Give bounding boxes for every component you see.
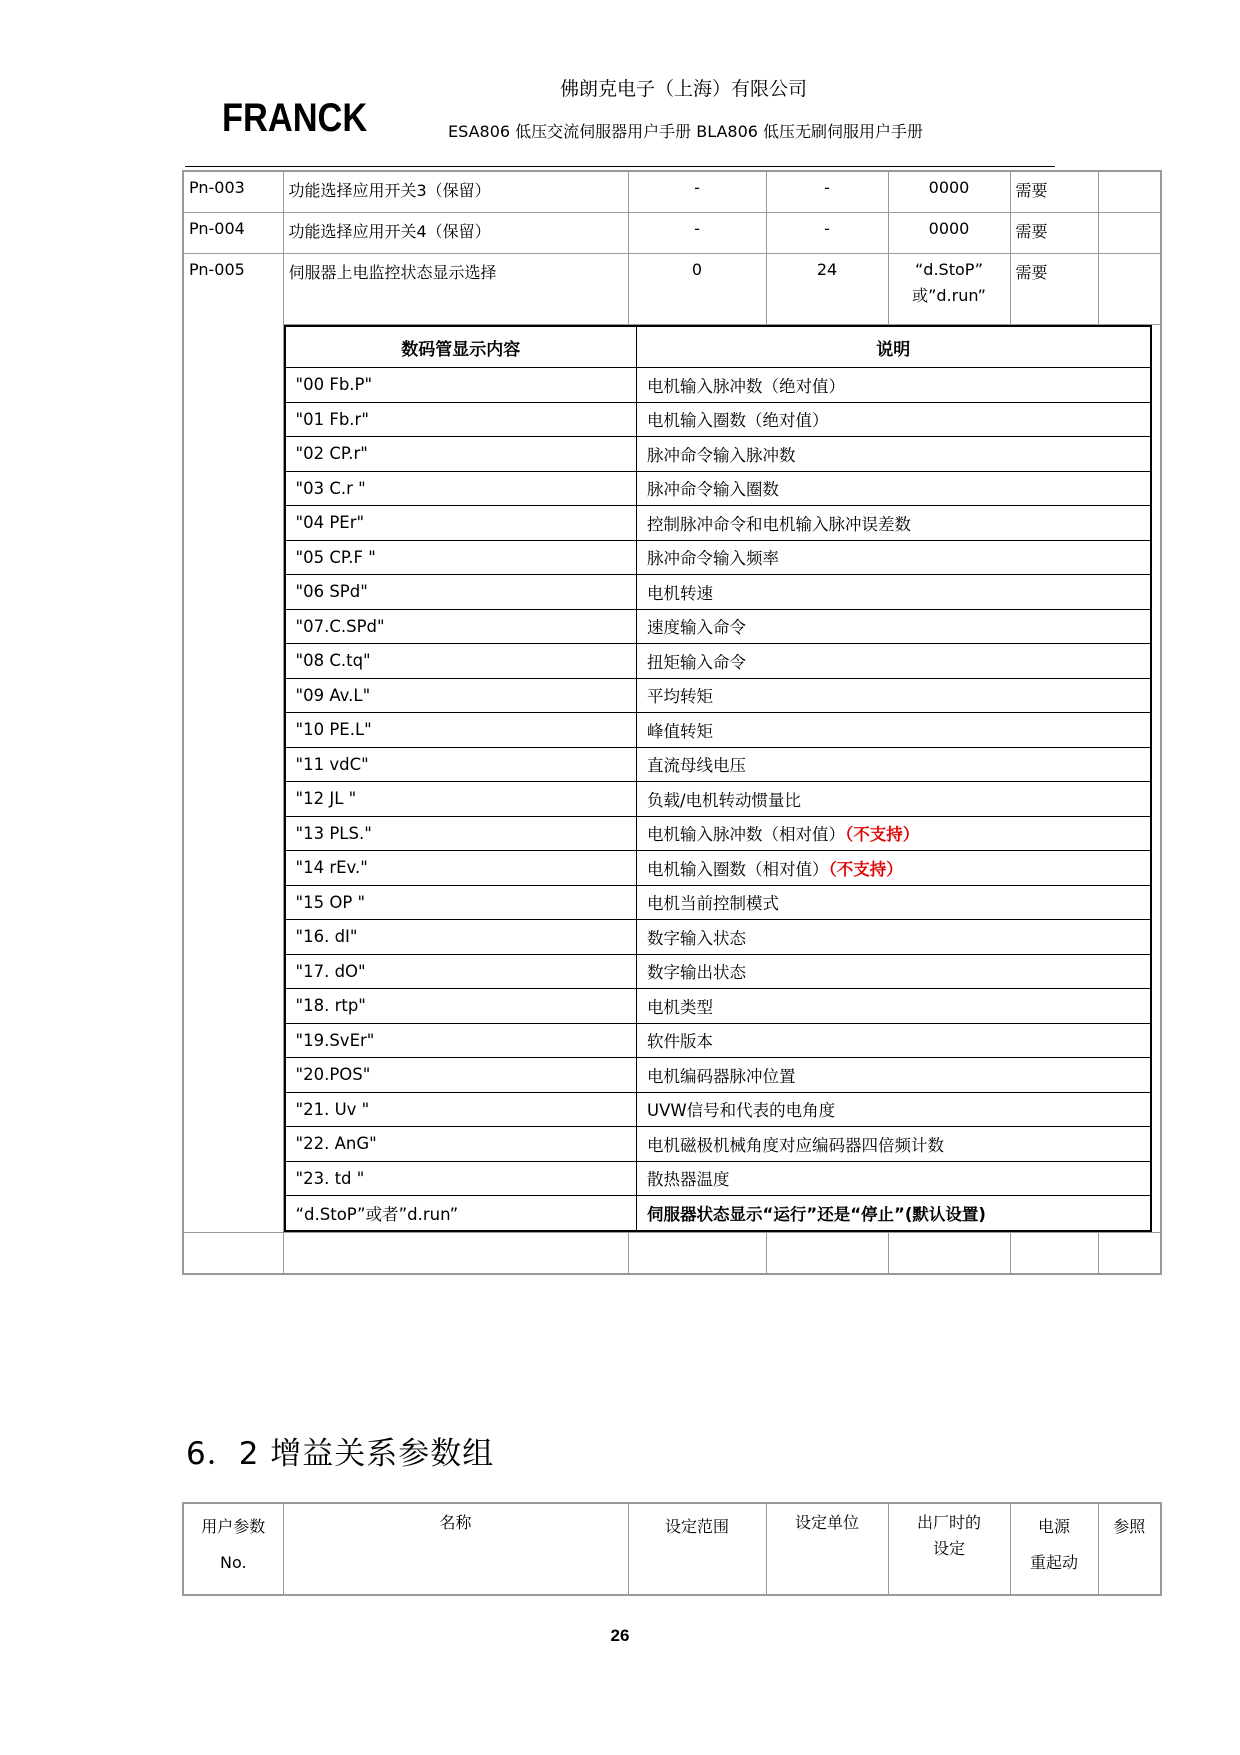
display-row (285, 920, 1151, 955)
display-row (285, 989, 1151, 1024)
param-default-line2: 或”d.run” (912, 286, 986, 305)
param-range: - (628, 171, 766, 213)
display-code: "07.C.SPd" (285, 609, 637, 644)
display-description (637, 713, 1151, 748)
display-description (637, 1058, 1151, 1093)
display-description-text: 电机编码器脉冲位置 (647, 1066, 796, 1086)
display-description-text: 电机输入圈数（相对值） (647, 859, 829, 879)
display-description-text: 控制脉冲命令和电机输入脉冲误差数 (647, 514, 911, 534)
display-description (637, 747, 1151, 782)
header-unit: 设定单位 (766, 1503, 888, 1595)
display-description-text: 脉冲命令输入频率 (647, 549, 779, 569)
display-table-container (283, 325, 1161, 1233)
display-description (637, 609, 1151, 644)
display-description-text: UVW信号和代表的电角度 (647, 1101, 836, 1121)
display-row (285, 575, 1151, 610)
display-description-text: 峰值转矩 (647, 721, 713, 741)
display-description-text: 脉冲命令输入脉冲数 (647, 445, 796, 465)
display-row (285, 644, 1151, 679)
display-description (637, 1127, 1151, 1162)
display-code: "03 C.r " (285, 471, 637, 506)
display-row (285, 471, 1151, 506)
header-restart (1010, 1503, 1098, 1595)
param-row-pn004 (183, 213, 1161, 254)
display-code: "18. rtp" (285, 989, 637, 1024)
display-row (285, 678, 1151, 713)
display-description-text: 伺服器状态显示“运行”还是“停止”(默认设置) (647, 1204, 986, 1224)
param-name: 功能选择应用开关3（保留） (283, 171, 628, 213)
display-description-text: 电机输入脉冲数（相对值） (647, 825, 845, 845)
display-header-code: 数码管显示内容 (285, 326, 637, 368)
display-code: "14 rEv." (285, 851, 637, 886)
display-row (285, 1127, 1151, 1162)
unsupported-note: （不支持） (828, 859, 903, 879)
display-description-text: 散热器温度 (647, 1170, 730, 1190)
display-row (285, 1161, 1151, 1196)
header-param-no-line2: No. (219, 1553, 247, 1572)
display-code: "13 PLS." (285, 816, 637, 851)
display-description (637, 989, 1151, 1024)
display-description (637, 851, 1151, 886)
gain-parameter-table (182, 1502, 1162, 1596)
display-description (637, 575, 1151, 610)
display-content-table (284, 325, 1152, 1232)
param-range-min: 0 (628, 254, 766, 325)
display-description-text: 直流母线电压 (647, 756, 746, 776)
param-restart: 需要 (1010, 254, 1098, 325)
display-code: "19.SvEr" (285, 1023, 637, 1058)
display-description-text: 脉冲命令输入圈数 (647, 480, 779, 500)
header-restart-line2: 重起动 (1029, 1553, 1078, 1572)
display-code: "20.POS" (285, 1058, 637, 1093)
display-code: "23. td " (285, 1161, 637, 1196)
display-row (285, 437, 1151, 472)
display-description (637, 920, 1151, 955)
display-description (637, 506, 1151, 541)
display-row (285, 782, 1151, 817)
param-row-pn005 (183, 254, 1161, 325)
param-unit: - (766, 213, 888, 254)
display-description (637, 782, 1151, 817)
display-code: "15 OP " (285, 885, 637, 920)
param-row-pn003 (183, 171, 1161, 213)
display-row (285, 368, 1151, 403)
display-row (285, 540, 1151, 575)
display-row (285, 885, 1151, 920)
display-code: "02 CP.r" (285, 437, 637, 472)
header-default-line2: 设定 (932, 1539, 965, 1558)
display-description (637, 678, 1151, 713)
display-description (637, 437, 1151, 472)
header-default (888, 1503, 1010, 1595)
header-divider (185, 166, 1055, 167)
display-header-desc: 说明 (637, 326, 1151, 368)
display-row (285, 1196, 1151, 1231)
param-restart: 需要 (1010, 213, 1098, 254)
display-description (637, 816, 1151, 851)
display-row (285, 609, 1151, 644)
display-row (285, 1023, 1151, 1058)
display-code: “d.StoP”或者”d.run” (285, 1196, 637, 1231)
display-code: "17. dO" (285, 954, 637, 989)
header-param-no-line1: 用户参数 (201, 1517, 266, 1536)
display-row (285, 851, 1151, 886)
display-code: "11 vdC" (285, 747, 637, 782)
param-default (888, 254, 1010, 325)
company-logo: FRANCK (222, 96, 368, 140)
param-id: Pn-003 (183, 171, 283, 213)
display-description-text: 软件版本 (647, 1032, 713, 1052)
unsupported-note: （不支持） (845, 825, 920, 845)
param-default: 0000 (888, 171, 1010, 213)
display-description (637, 471, 1151, 506)
display-description-text: 平均转矩 (647, 687, 713, 707)
gain-table-header (183, 1503, 1161, 1595)
display-description (637, 644, 1151, 679)
param-ref (1098, 254, 1161, 325)
section-title: 6．2 增益关系参数组 (186, 1436, 495, 1472)
display-row (285, 816, 1151, 851)
display-description (637, 402, 1151, 437)
display-row (285, 506, 1151, 541)
display-code: "08 C.tq" (285, 644, 637, 679)
param-range: - (628, 213, 766, 254)
display-code: "05 CP.F " (285, 540, 637, 575)
display-description-text: 数字输出状态 (647, 963, 746, 983)
header-ref: 参照 (1098, 1503, 1161, 1595)
param-ref (1098, 213, 1161, 254)
display-description-text: 电机输入脉冲数（绝对值） (647, 376, 845, 396)
display-code: "06 SPd" (285, 575, 637, 610)
display-code: "09 Av.L" (285, 678, 637, 713)
display-code: "16. dI" (285, 920, 637, 955)
company-name: 佛朗克电子（上海）有限公司 (560, 78, 808, 100)
display-description-text: 电机输入圈数（绝对值） (647, 411, 829, 431)
display-row (285, 402, 1151, 437)
display-description (637, 1161, 1151, 1196)
display-description-text: 负载/电机转动惯量比 (647, 790, 802, 810)
header-name: 名称 (283, 1503, 628, 1595)
header-param-no (183, 1503, 283, 1595)
display-description-text: 扭矩输入命令 (647, 652, 746, 672)
display-code: "22. AnG" (285, 1127, 637, 1162)
header-restart-line1: 电源 (1037, 1517, 1070, 1536)
display-code: "04 PEr" (285, 506, 637, 541)
display-code: "10 PE.L" (285, 713, 637, 748)
display-description-text: 数字输入状态 (647, 928, 746, 948)
display-row (285, 747, 1151, 782)
param-restart: 需要 (1010, 171, 1098, 213)
display-row (285, 954, 1151, 989)
header-default-line1: 出厂时的 (916, 1513, 981, 1532)
param-default-line1: “d.StoP” (915, 260, 983, 279)
param-default: 0000 (888, 213, 1010, 254)
display-description-text: 电机类型 (647, 997, 713, 1017)
param-ref (1098, 171, 1161, 213)
display-row (285, 713, 1151, 748)
param-unit: - (766, 171, 888, 213)
display-description-text: 电机转速 (647, 583, 713, 603)
manual-subtitle: ESA806 低压交流伺服器用户手册 BLA806 低压无刷伺服用户手册 (448, 122, 924, 141)
param-range-max: 24 (766, 254, 888, 325)
display-description (637, 1196, 1151, 1231)
display-row (285, 1058, 1151, 1093)
display-description-text: 电机当前控制模式 (647, 894, 779, 914)
display-description (637, 368, 1151, 403)
page-number: 26 (610, 1626, 630, 1645)
display-code: "21. Uv " (285, 1092, 637, 1127)
display-code: "00 Fb.P" (285, 368, 637, 403)
header-range: 设定范围 (628, 1503, 766, 1595)
param-id: Pn-005 (183, 254, 283, 1233)
param-name: 伺服器上电监控状态显示选择 (283, 254, 628, 325)
display-code: "01 Fb.r" (285, 402, 637, 437)
display-description-text: 速度输入命令 (647, 618, 746, 638)
display-description (637, 1023, 1151, 1058)
param-empty-row (183, 1232, 1161, 1274)
display-row (285, 1092, 1151, 1127)
display-table-row (183, 325, 1161, 1233)
display-description (637, 540, 1151, 575)
parameter-table (182, 170, 1162, 1275)
display-description (637, 885, 1151, 920)
display-description (637, 954, 1151, 989)
param-name: 功能选择应用开关4（保留） (283, 213, 628, 254)
display-description (637, 1092, 1151, 1127)
param-id: Pn-004 (183, 213, 283, 254)
display-description-text: 电机磁极机械角度对应编码器四倍频计数 (647, 1135, 944, 1155)
display-code: "12 JL " (285, 782, 637, 817)
